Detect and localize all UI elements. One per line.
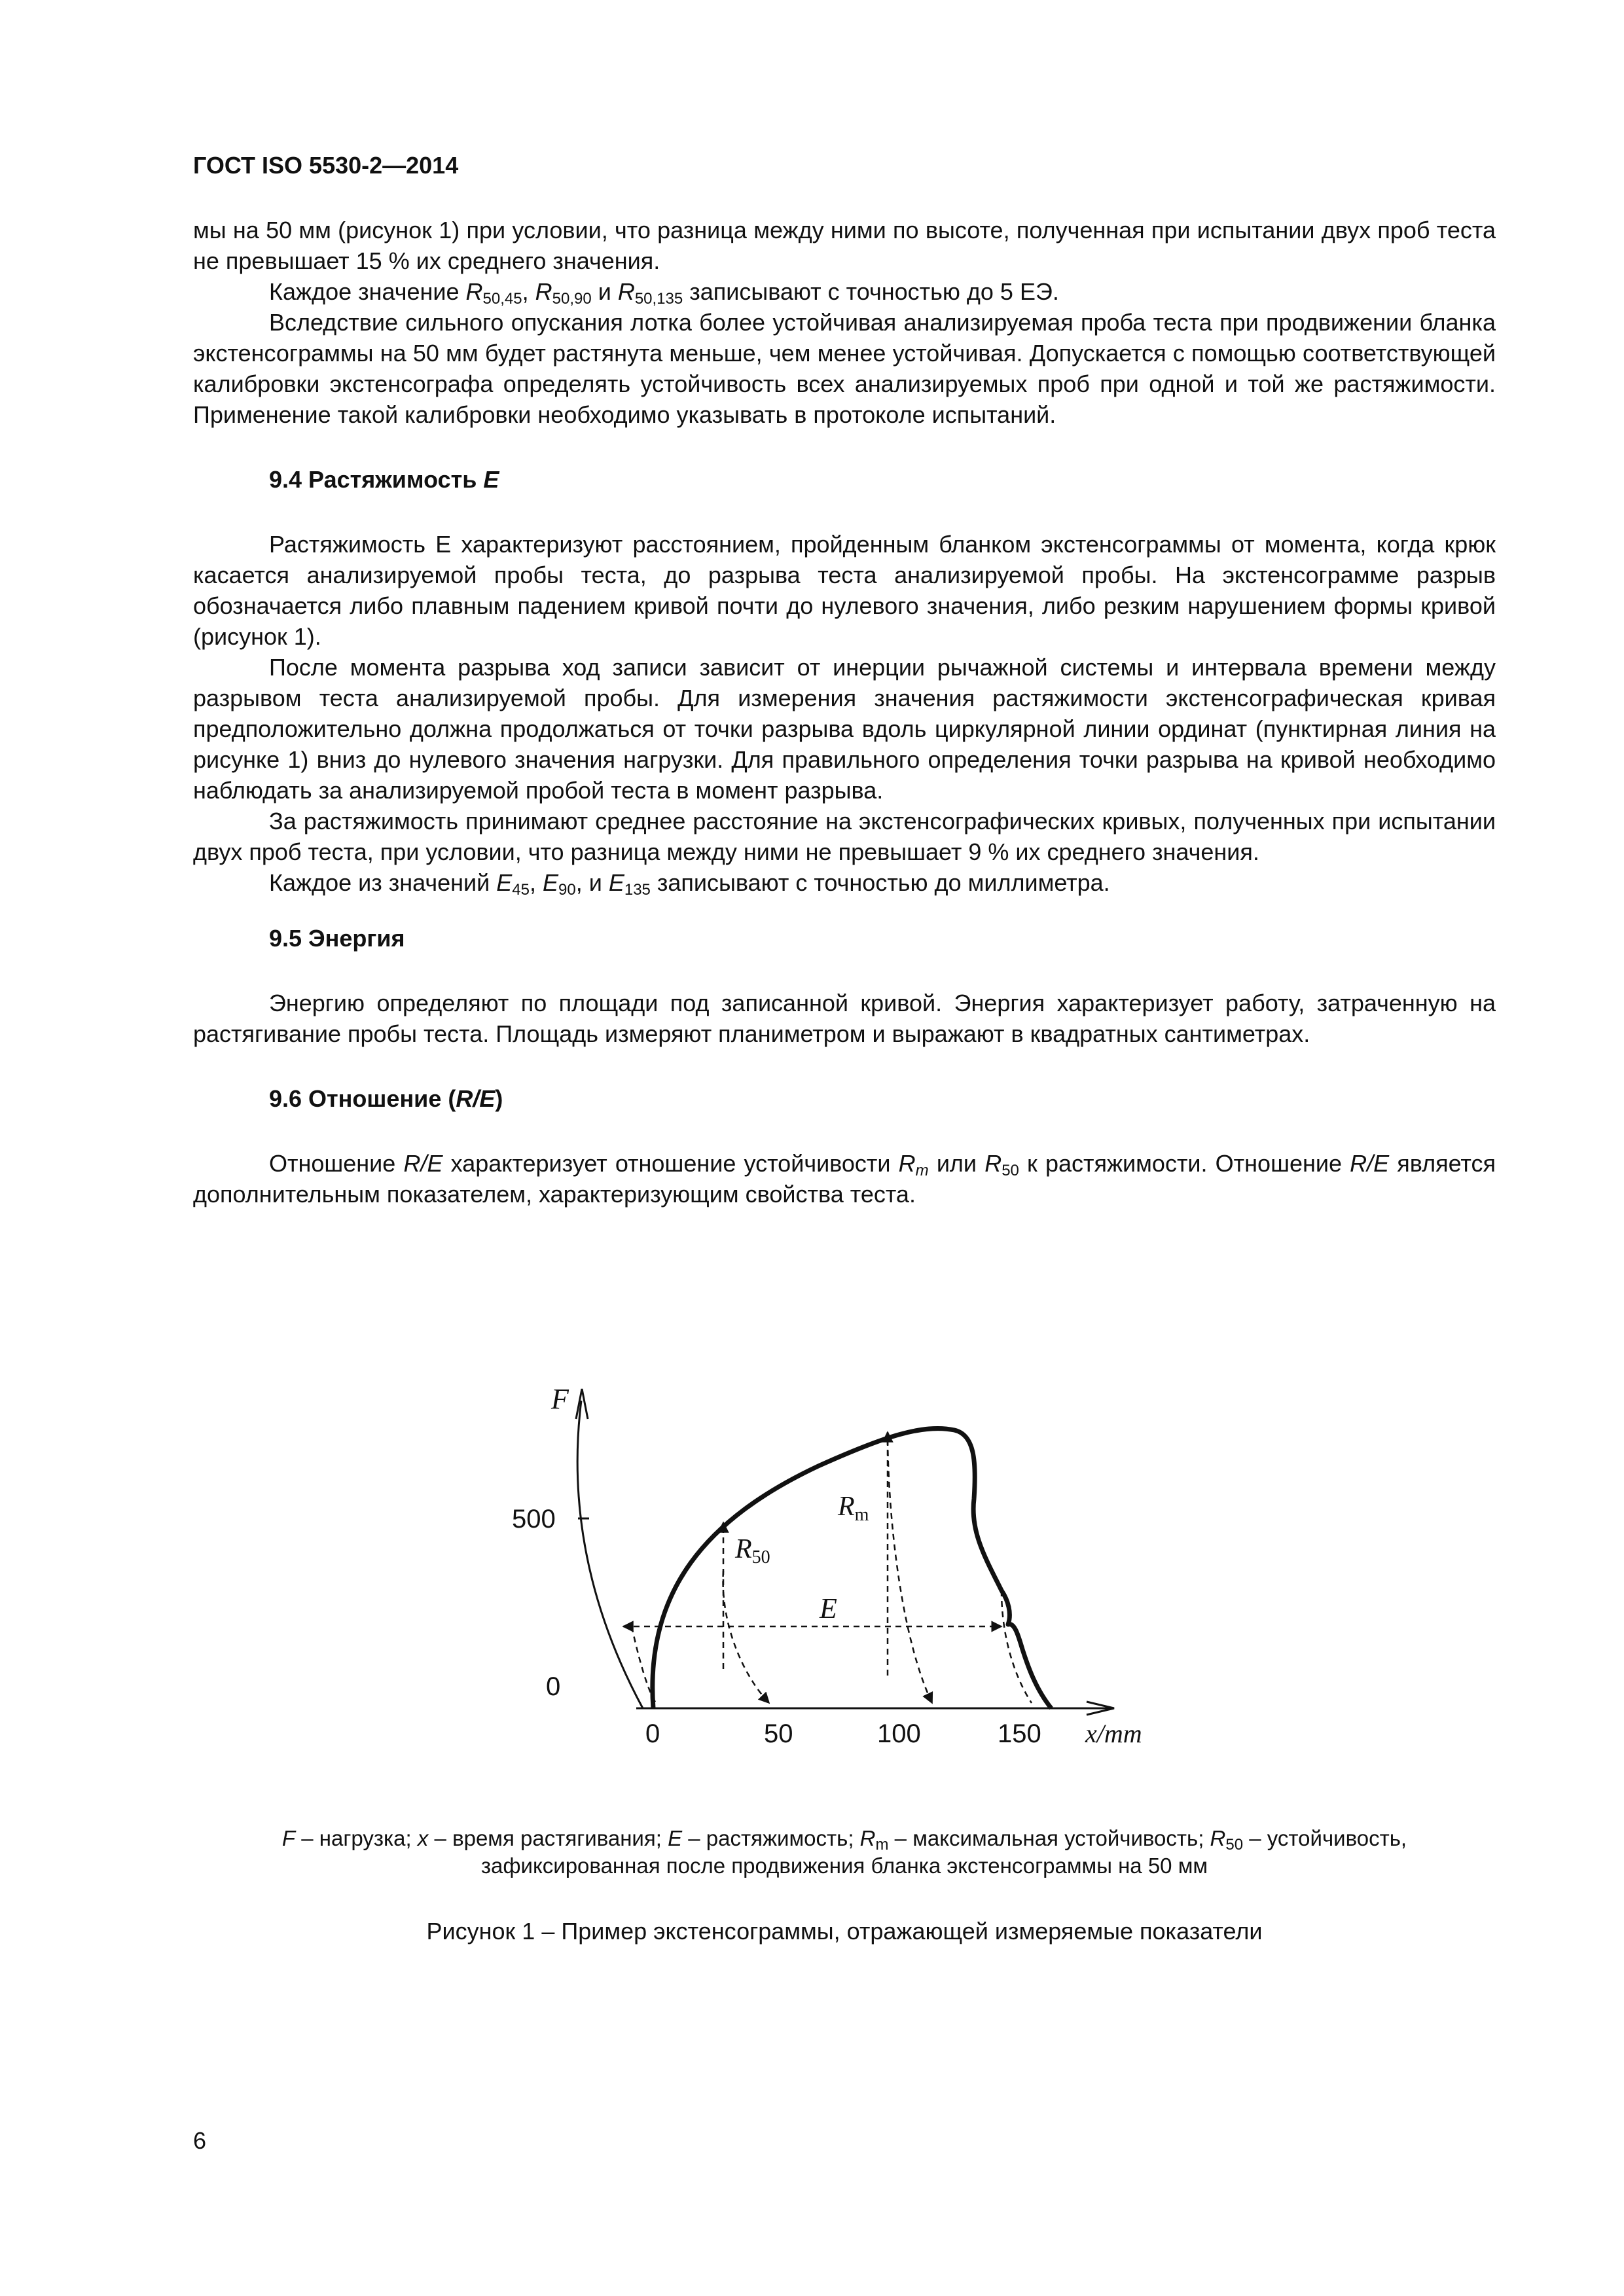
paragraph-5: После момента разрыва ход записи зависит от инерции рычажной системы и интервала времени между разрывом теста анализируемой пробы. Для измерения значения растяжимости экстенсографическая кривая предположительно должна продолжаться от точки разрыва вдоль циркулярной линии ординат (пунктирная линия на рисунке 1) вниз до нулевого значения нагрузки. Для правильного определения точки разрыва на кривой необходимо наблюдать за анализируемой пробой теста в момент разрыва. [193,654,1496,804]
extensogram-curve [653,1428,1051,1708]
document-header: ГОСТ ISO 5530-2—2014 [193,152,459,179]
y-tick-label-0: 0 [546,1672,561,1701]
section-heading-9-4: 9.4 Растяжимость E [269,466,499,493]
ordinate-dashed-r50 [723,1571,769,1703]
figure-legend-line-2: зафиксированная после продвижения бланка экстенсограммы на 50 мм [480,1854,1208,1878]
x-axis-label: x/mm [1085,1719,1142,1748]
x-tick-label-150: 150 [998,1719,1041,1748]
figure-legend [193,1825,1496,1880]
y-axis-label: F [551,1383,569,1415]
e-label: E [820,1592,837,1624]
paragraph-8: Энергию определяют по площади под записанной кривой. Энергия характеризует работу, затраченную на растягивание пробы теста. Площадь измеряют планиметром и выражают в квадратных сантиметрах. [193,990,1496,1047]
x-tick-label-100: 100 [877,1719,921,1748]
paragraph-1: мы на 50 мм (рисунок 1) при условии, что разница между ними по высоте, полученная при испытании двух проб теста не превышает 15 % их среднего значения. [193,217,1496,274]
paragraph-2: Каждое значение $R_{50,45}$, $R_{50,90}$ и $R_{50,135}$ записывают с точностью до 5 ЕЭ. [269,278,1059,308]
paragraph-9: Отношение R/E характеризует отношение устойчивости $R_m$ или $R_{50}$ к растяжимости. Отношение R/E является дополнительным показателем, характеризующим свойства теста. [193,1150,1496,1208]
section-heading-9-6: 9.6 Отношение (R/E) [269,1085,503,1112]
figure-legend-line-1: F – нагрузка; x – время растягивания; E – растяжимость; $R_m$ – максимальная устойчивость; $R_{50}$ – устойчивость, [281,1826,1407,1854]
paragraph-3: Вследствие сильного опускания лотка более устойчивая анализируемая проба теста при продвижении бланка экстенсограммы на 50 мм будет растянута меньше, чем менее устойчивая. Допускается с помощью соответствующей калибровки экстенсографа определять устойчивость всех анализируемых проб при одной и той же растяжимости. Применение такой калибровки необходимо указывать в протоколе испытаний. [193,309,1496,428]
y-tick-label-500: 500 [512,1505,556,1534]
paragraph-7: Каждое из значений $E_{45}$, $E_{90}$, и $E_{135}$ записывают с точностью до миллиметра. [269,869,1110,899]
extensogram-figure [484,1368,1218,1787]
r50-label: R50 [735,1534,770,1568]
y-axis [577,1401,643,1708]
section-heading-9-5: 9.5 Энергия [269,925,405,952]
y-axis-arrow [576,1389,588,1419]
page-number: 6 [193,2127,207,2154]
x-tick-label-0: 0 [645,1719,660,1748]
document-body [193,215,1496,1210]
paragraph-6: За растяжимость принимают среднее расстояние на экстенсографических кривых, полученных при испытании двух проб теста, при условии, что разница между ними не превышает 9 % их среднего значения. [193,808,1496,865]
ordinate-dashed-rm [888,1440,932,1703]
paragraph-4: Растяжимость E характеризуют расстоянием, пройденным бланком экстенсограммы от момента, когда крюк касается анализируемой пробы теста, до разрыва теста анализируемой пробы. На экстенсограмме разрыв обозначается либо плавным падением кривой почти до нулевого значения, либо резким нарушением формы кривой (рисунок 1). [193,531,1496,650]
x-tick-label-50: 50 [764,1719,793,1748]
ordinate-dashed-end [1001,1590,1032,1703]
figure-title: Рисунок 1 – Пример экстенсограммы, отражающей измеряемые показатели [426,1918,1263,1945]
rm-label: Rm [838,1492,869,1525]
